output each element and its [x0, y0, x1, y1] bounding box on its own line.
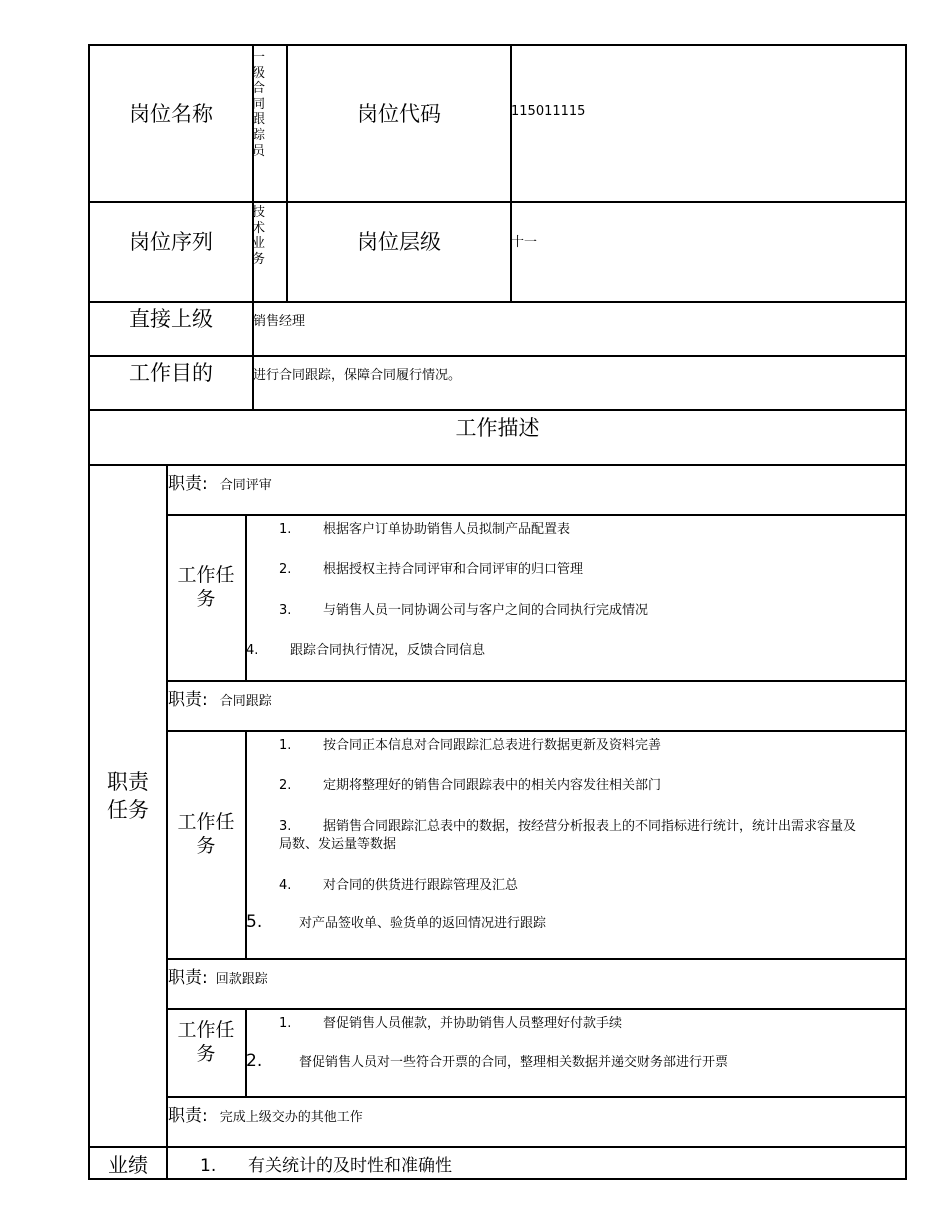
performance-label: 业绩: [108, 1152, 148, 1177]
purpose-value: 进行合同跟踪，保障合同履行情况。: [253, 368, 462, 383]
duty-row: [168, 469, 272, 494]
duty-prefix: 职责:: [168, 968, 208, 988]
duty-name: 合同评审: [219, 478, 272, 493]
post-level-value: 十一: [511, 235, 538, 250]
task-label: 工作任务: [177, 564, 235, 610]
duty-row: [168, 1101, 363, 1126]
task-item: 3. 与销售人员一同协调公司与客户之间的合同执行完成情况: [279, 603, 649, 618]
task-item: 4. 跟踪合同执行情况，反馈合同信息: [246, 643, 486, 658]
task-item: 4. 对合同的供货进行跟踪管理及汇总: [279, 878, 519, 893]
duty-name: 回款跟踪: [215, 972, 268, 987]
task-item: 2. 根据授权主持合同评审和合同评审的归口管理: [279, 562, 584, 577]
post-sequence-value: 技术业务: [252, 205, 266, 267]
post-name-label: 岗位名称: [129, 102, 213, 126]
duty-row: [168, 685, 272, 710]
performance-item: 1. 有关统计的及时性和准确性: [200, 1156, 452, 1176]
post-level-label: 岗位层级: [357, 230, 441, 254]
duty-prefix: 职责:: [168, 474, 208, 494]
task-label: 工作任务: [177, 1019, 235, 1065]
task-item: 2. 督促销售人员对一些符合开票的合同，整理相关数据并递交财务部进行开票: [246, 1051, 729, 1071]
post-name-value: 一级合同跟踪员: [252, 50, 266, 159]
task-item: 1. 根据客户订单协助销售人员拟制产品配置表: [279, 522, 571, 537]
post-code-label: 岗位代码: [357, 102, 441, 126]
post-sequence-label: 岗位序列: [129, 230, 213, 254]
supervisor-label: 直接上级: [129, 307, 213, 331]
duty-name: 完成上级交办的其他工作: [219, 1110, 363, 1125]
task-item-continuation: 局数、发运量等数据: [279, 837, 397, 852]
task-item: 3. 据销售合同跟踪汇总表中的数据，按经营分析报表上的不同指标进行统计，统计出需求容量及: [279, 819, 857, 834]
task-item: 5. 对产品签收单、验货单的返回情况进行跟踪: [246, 912, 547, 932]
post-code-value: 115011115: [511, 104, 586, 119]
duty-prefix: 职责:: [168, 690, 208, 710]
purpose-label: 工作目的: [129, 361, 213, 385]
supervisor-value: 销售经理: [253, 314, 306, 329]
task-item: 1. 督促销售人员催款，并协助销售人员整理好付款手续: [279, 1016, 623, 1031]
duties-label-text: 职责任务: [107, 770, 149, 822]
duty-prefix: 职责:: [168, 1106, 208, 1126]
duty-name: 合同跟踪: [219, 694, 272, 709]
task-label: 工作任务: [177, 811, 235, 857]
description-title: 工作描述: [455, 416, 540, 440]
task-item: 2. 定期将整理好的销售合同跟踪表中的相关内容发往相关部门: [279, 778, 662, 793]
duty-row: [168, 963, 268, 988]
task-item: 1. 按合同正本信息对合同跟踪汇总表进行数据更新及资料完善: [279, 738, 662, 753]
duties-label: [90, 766, 166, 826]
